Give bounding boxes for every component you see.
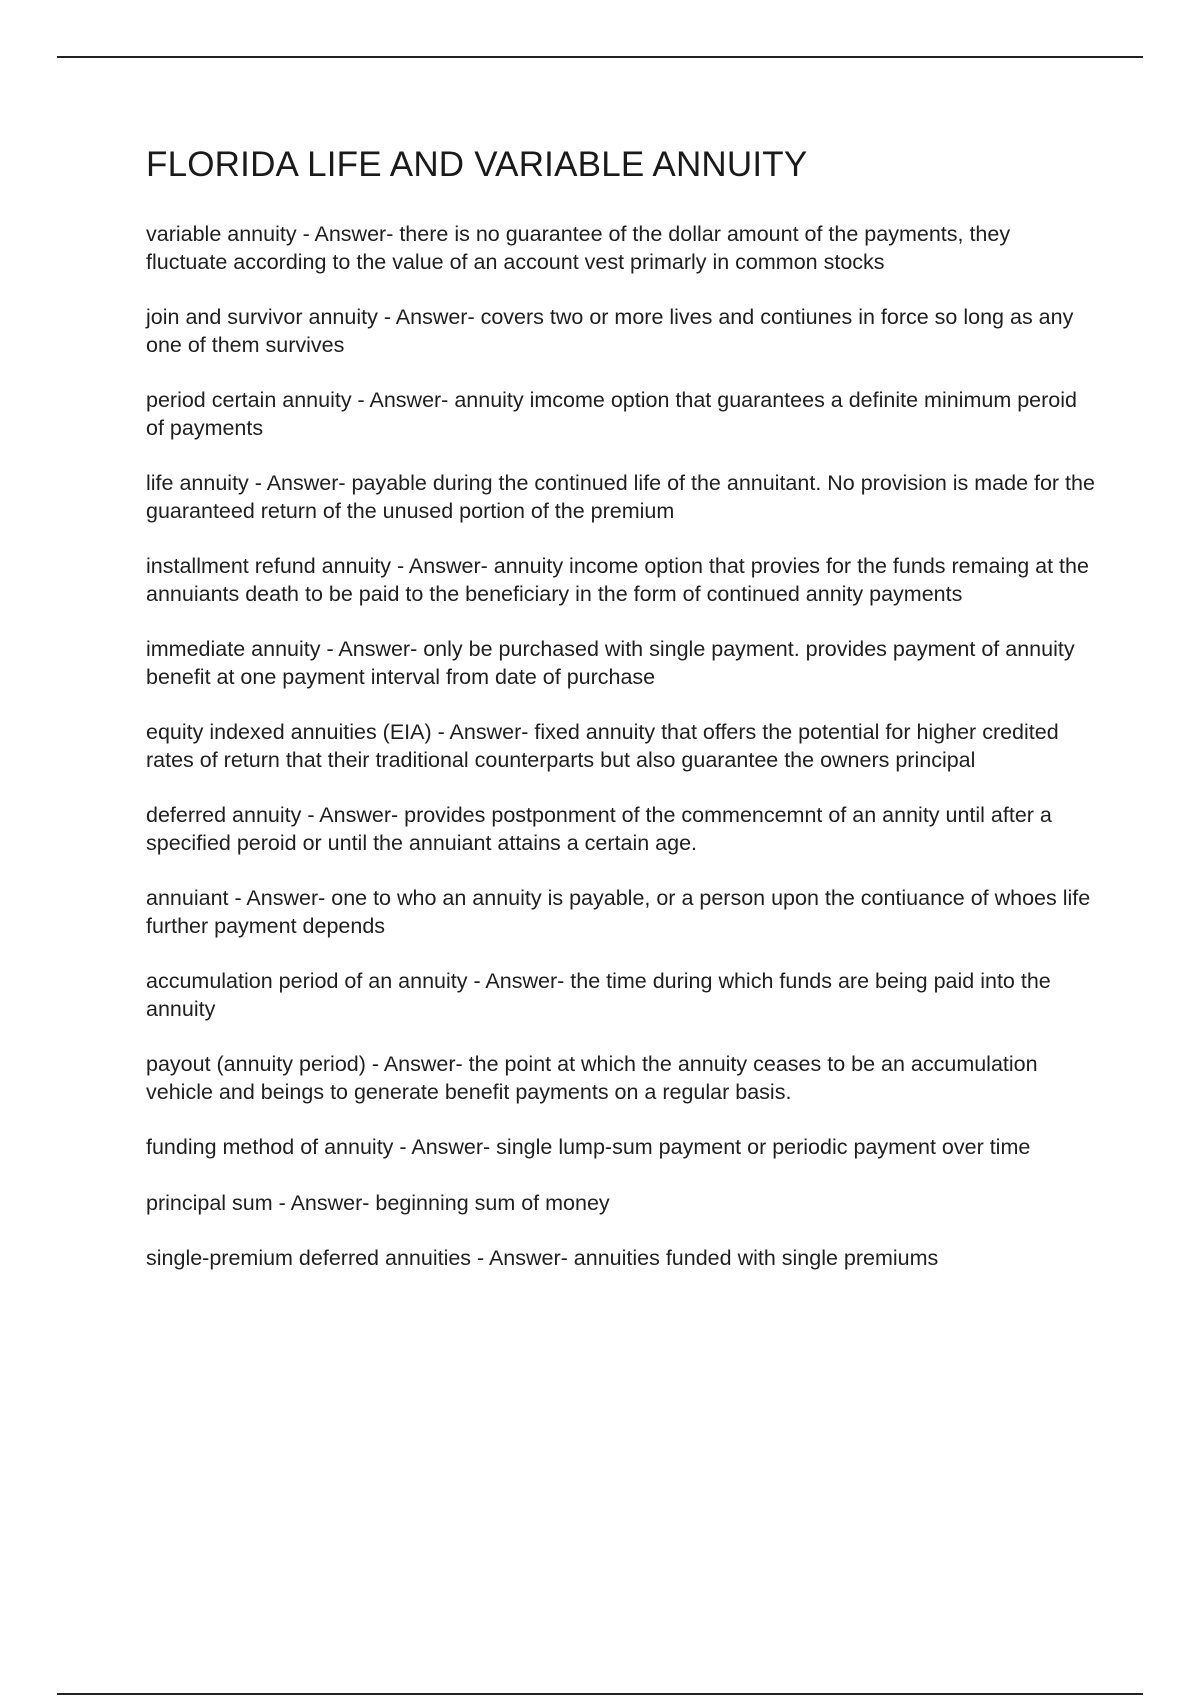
flashcard-entry: immediate annuity - Answer- only be purchased with single payment. provides payment of annuity benefit at one payment interval from date of purchase (146, 637, 1075, 689)
flashcard-entry: join and survivor annuity - Answer- covers two or more lives and contiunes in force so long as any one of them survives (146, 305, 1074, 357)
flashcard-entry: installment refund annuity - Answer- annuity income option that provies for the funds remaing at the annuiants death to be paid to the beneficiary in the form of continued annity payments (146, 554, 1089, 606)
flashcard-entry: principal sum - Answer- beginning sum of money (146, 1190, 610, 1215)
flashcard-entry: annuiant - Answer- one to who an annuity is payable, or a person upon the contiuance of whoes life further payment depends (146, 886, 1091, 938)
flashcard-entry: funding method of annuity - Answer- single lump-sum payment or periodic payment over time (146, 1135, 1031, 1159)
flashcard-list (146, 221, 1096, 1273)
flashcard-entry: single-premium deferred annuities - Answer- annuities funded with single premiums (146, 1246, 939, 1270)
bottom-divider (57, 1693, 1143, 1695)
top-divider (57, 56, 1143, 58)
flashcard-entry: payout (annuity period) - Answer- the point at which the annuity ceases to be an accumulation vehicle and beings to generate benefit payments on a regular basis. (146, 1052, 1038, 1104)
flashcard-entry: life annuity - Answer- payable during the continued life of the annuitant. No provision is made for the guaranteed return of the unused portion of the premium (146, 471, 1095, 523)
document-body (146, 143, 1096, 1301)
flashcard-entry: period certain annuity - Answer- annuity imcome option that guarantees a definite minimum peroid of payments (146, 388, 1077, 440)
flashcard-entry: accumulation period of an annuity - Answer- the time during which funds are being paid into the annuity (146, 969, 1051, 1021)
page-title: FLORIDA LIFE AND VARIABLE ANNUITY (146, 145, 808, 184)
flashcard-entry: equity indexed annuities (EIA) - Answer- fixed annuity that offers the potential for higher credited rates of return that their traditional counterparts but also guarantee the owners principal (146, 720, 1059, 772)
flashcard-entry: variable annuity - Answer- there is no guarantee of the dollar amount of the payments, they fluctuate according to the value of an account vest primarly in common stocks (146, 222, 1011, 274)
flashcard-entry: deferred annuity - Answer- provides postponment of the commencemnt of an annity until after a specified peroid or until the annuiant attains a certain age. (146, 803, 1052, 855)
